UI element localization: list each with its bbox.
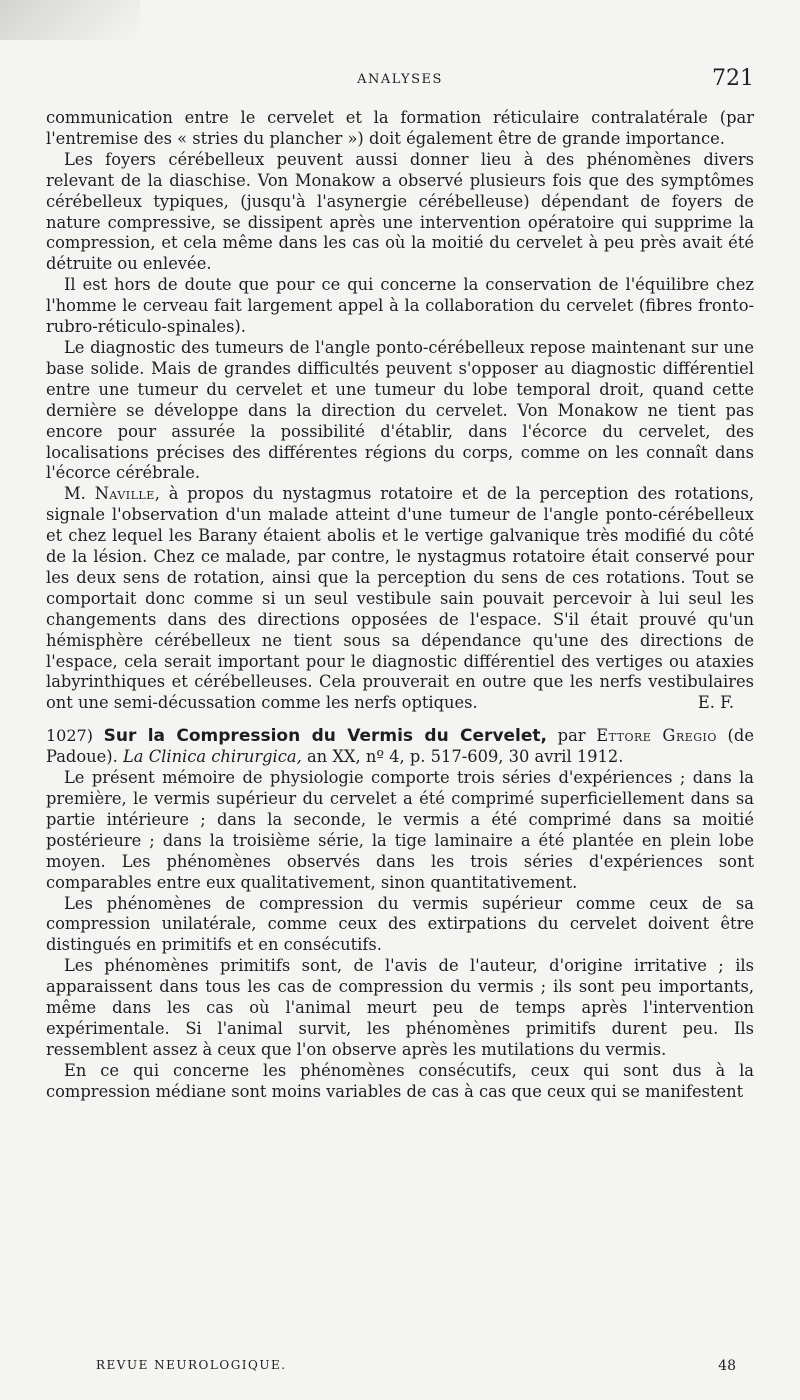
entry-journal: La Clinica chirurgica, xyxy=(123,747,302,767)
review-entry xyxy=(46,726,754,1102)
paragraph-text: , à propos du nystagmus rotatoire et de la perception des rotations, signale l'observation d'un malade atteint d'une tumeur de l'angle ponto-cérébelleux et chez lequel les Barany étaient abolis et le vertige galvanique très modifié du côté de la lésion. Chez ce malade, par contre, le nystagmus rotatoire était conservé pour les deux sens de rotation, ainsi que la perception du sens de ces rotations. Tout se comportait donc comme si un seul vestibule sain pouvait percevoir à lui seul les changements dans des directions opposées de l'espace. S'il était prouvé qu'un hémisphère cérébelleux ne tient sous sa dépendance qu'une des directions de l'espace, cela serait important pour le diagnostic différentiel des vertiges ou ataxies labyrinthiques et cérébelleuses. Cela prouverait en outre que les nerfs vestibulaires ont une semi-décussation comme les nerfs optiques. xyxy=(46,484,754,713)
body-text xyxy=(46,108,754,1103)
running-title: ANALYSES xyxy=(357,72,443,87)
paragraph-prefix: M. xyxy=(64,484,86,504)
author-name: Naville xyxy=(94,484,155,504)
entry-number: 1027) xyxy=(46,726,93,746)
paragraph: Le diagnostic des tumeurs de l'angle ponto-cérébelleux repose maintenant sur une base solide. Mais de grandes difficultés peuvent s'opposer au diagnostic différentiel entre une tumeur du cervelet et une tumeur du lobe temporal droit, quand cette dernière se développe dans la direction du cervelet. Von Monakow ne tient pas encore pour assurée la possibilité d'établir, dans l'écorce du cervelet, des localisations précises des différentes régions du corps, comme on les connaît dans l'écorce cérébrale. xyxy=(46,337,754,483)
running-head xyxy=(46,62,754,96)
page-number: 721 xyxy=(712,66,754,91)
paragraph: Il est hors de doute que pour ce qui concerne la conservation de l'équilibre chez l'homme le cerveau fait largement appel à la collaboration du cervelet (fibres fronto-rubro-réticulo-spinales). xyxy=(46,275,754,337)
paragraph: Le présent mémoire de physiologie comporte trois séries d'expériences ; dans la première, le vermis supérieur du cervelet a été comprimé superficiellement dans sa partie intérieure ; dans la seconde, le vermis a été comprimé dans sa moitié postérieure ; dans la troisième série, la tige laminaire a été plantée en plein lobe moyen. Les phénomènes observés dans les trois séries d'expériences sont comparables entre eux qualitativement, sinon quantitativement. xyxy=(46,768,754,892)
entry-citation-a: (de Padoue). xyxy=(46,726,754,767)
entry-citation-b: an XX, nº 4, p. 517-609, 30 avril 1912. xyxy=(306,747,624,767)
paragraph: communication entre le cervelet et la formation réticulaire contralatérale (par l'entremise des « stries du plancher ») doit également être de grande importance. xyxy=(46,108,754,148)
signature-mark: 48 xyxy=(718,1358,736,1374)
entry-title: Sur la Compression du Vermis du Cervelet, xyxy=(103,726,547,747)
paragraph: Les phénomènes de compression du vermis supérieur comme ceux de sa compression unilatérale, comme ceux des extirpations du cervelet doivent être distingués en primitifs et en consécutifs. xyxy=(46,893,754,955)
page xyxy=(46,0,754,1400)
entry-heading xyxy=(46,726,754,768)
paragraph: Les foyers cérébelleux peuvent aussi donner lieu à des phénomènes divers relevant de la diaschise. Von Monakow a observé plusieurs fois que des symptômes cérébelleux typiques, (jusqu'à l'asynergie cérébelleuse) dépendant de foyers de nature compressive, se dissipent après une intervention opératoire qui supprime la compression, et cela même dans les cas où la moitié du cervelet à peu près avait été détruite ou enlevée. xyxy=(46,149,754,274)
footer-journal: REVUE NEUROLOGIQUE. xyxy=(96,1358,287,1372)
reviewer-signature: E. F. xyxy=(697,693,734,713)
paragraph: Les phénomènes primitifs sont, de l'avis de l'auteur, d'origine irritative ; ils apparaissent dans tous les cas de compression du vermis ; ils sont peu importants, même dans les cas où l'animal meurt peu de temps après l'intervention expérimentale. Si l'animal survit, les phénomènes primitifs durent peu. Ils ressemblent assez à ceux que l'on observe après les mutilations du vermis. xyxy=(46,956,754,1059)
entry-by: par xyxy=(557,726,586,746)
paragraph: En ce qui concerne les phénomènes consécutifs, ceux qui sont dus à la compression médiane sont moins variables de cas à cas que ceux qui se manifestent xyxy=(46,1060,754,1101)
entry-author: Ettore Gregio xyxy=(596,726,717,746)
footer xyxy=(96,1358,736,1380)
paragraph-naville xyxy=(46,484,754,714)
